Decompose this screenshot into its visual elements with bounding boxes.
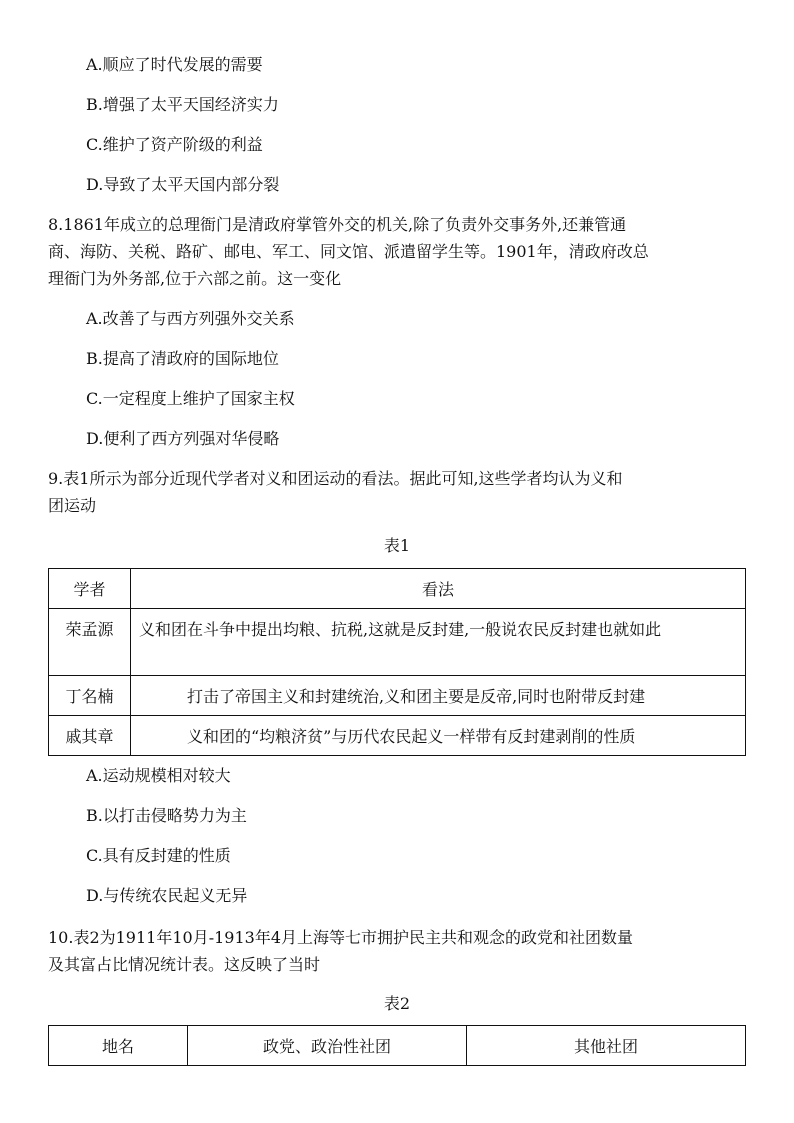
table-row [49,716,746,756]
q7-option-d: D.导致了太平天国内部分裂 [86,175,280,194]
q8-stem-line-3: 理衙门为外务部,位于六部之前。这一变化 [48,269,342,288]
table-header-scholar: 学者 [49,569,131,609]
q9-stem-line-1: 9.表1所示为部分近现代学者对义和团运动的看法。据此可知,这些学者均认为义和 [48,469,623,488]
q8-option-d: D.便利了西方列强对华侵略 [86,429,280,448]
table-cell-view: 义和团在斗争中提出均粮、抗税,这就是反封建,一般说农民反封建也就如此 [131,609,746,676]
q10-stem-line-2: 及其富占比情况统计表。这反映了当时 [48,955,321,974]
q7-option-b: B.增强了太平天国经济实力 [86,95,279,114]
table-row [49,676,746,716]
q9-stem-line-2: 团运动 [48,496,97,515]
q8-option-c: C.一定程度上维护了国家主权 [86,389,295,408]
table-cell-view: 打击了帝国主义和封建统治,义和团主要是反帝,同时也附带反封建 [131,676,746,716]
table-cell-scholar: 丁名楠 [49,676,131,716]
table-2 [48,1025,746,1066]
table-header-row [49,1026,746,1066]
table-header-row [49,569,746,609]
q9-option-b: B.以打击侵略势力为主 [86,806,247,825]
table-row [49,609,746,676]
q9-option-d: D.与传统农民起义无异 [86,886,248,905]
table-2-caption: 表2 [383,994,411,1013]
table-header-place: 地名 [49,1026,188,1066]
table-1 [48,568,746,756]
table-header-other: 其他社团 [467,1026,746,1066]
table-header-parties: 政党、政治性社团 [188,1026,467,1066]
q10-stem-line-1: 10.表2为1911年10月-1913年4月上海等七市拥护民主共和观念的政党和社团数量 [48,928,634,947]
table-1-caption: 表1 [383,536,411,555]
q8-option-b: B.提高了清政府的国际地位 [86,349,279,368]
q8-option-a: A.改善了与西方列强外交关系 [86,309,295,328]
q9-option-a: A.运动规模相对较大 [86,766,231,785]
table-cell-scholar: 戚其章 [49,716,131,756]
table-cell-scholar: 荣孟源 [49,609,131,676]
q7-option-a: A.顺应了时代发展的需要 [86,55,263,74]
q8-stem-line-1: 8.1861年成立的总理衙门是清政府掌管外交的机关,除了负责外交事务外,还兼管通 [48,215,627,234]
table-header-view: 看法 [131,569,746,609]
q7-option-c: C.维护了资产阶级的利益 [86,135,263,154]
q8-stem-line-2: 商、海防、关税、路矿、邮电、军工、同文馆、派遣留学生等。1901年，清政府改总 [48,242,649,261]
q9-option-c: C.具有反封建的性质 [86,846,231,865]
table-cell-view: 义和团的“均粮济贫”与历代农民起义一样带有反封建剥削的性质 [131,716,746,756]
